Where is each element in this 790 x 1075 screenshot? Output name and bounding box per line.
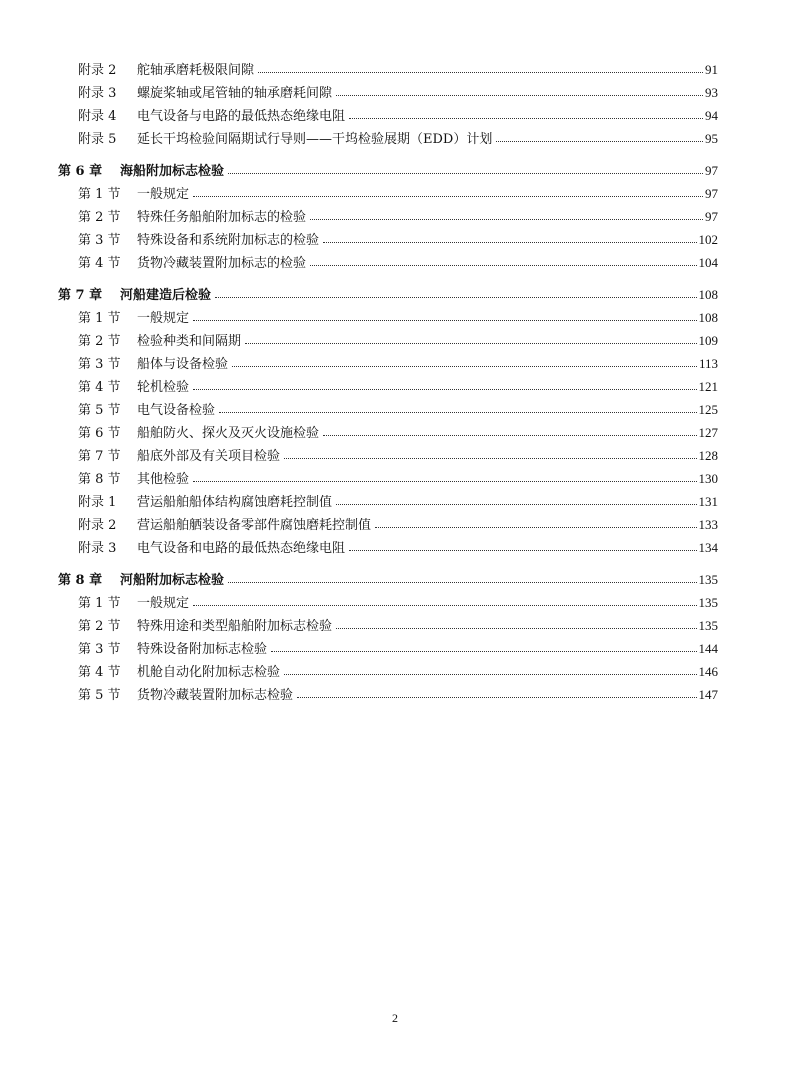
toc-chapter-title: 河船建造后检验 (120, 288, 212, 303)
dot-leader (193, 389, 696, 390)
toc-entry-label: 附录 2 (78, 63, 117, 78)
toc-chapter-title: 海船附加标志检验 (120, 164, 225, 179)
toc-entry-title: 特殊设备和系统附加标志的检验 (137, 233, 320, 248)
dot-leader (349, 118, 703, 119)
toc-entry-page: 97 (705, 209, 718, 224)
toc-group (58, 283, 718, 559)
toc-entry-page: 133 (698, 517, 718, 532)
toc-entry-label: 第 5 节 (78, 403, 121, 418)
toc-entry[interactable] (58, 490, 718, 513)
toc-entry-title: 一般规定 (137, 311, 190, 326)
toc-entry-title: 电气设备检验 (137, 403, 216, 418)
dot-leader (215, 297, 696, 298)
toc-entry-page: 93 (705, 85, 718, 100)
dot-leader (219, 412, 696, 413)
dot-leader (310, 265, 696, 266)
toc-entry-title: 营运船舶船体结构腐蚀磨耗控制值 (137, 495, 333, 510)
toc-group (58, 58, 718, 150)
toc-entry-title: 舵轴承磨耗极限间隙 (137, 63, 255, 78)
dot-leader (271, 651, 696, 652)
toc-entry-label: 第 5 节 (78, 688, 121, 703)
toc-entry-page: 127 (698, 425, 718, 440)
toc-group (58, 568, 718, 706)
toc-entry-label: 第 3 节 (78, 357, 121, 372)
toc-entry-label: 附录 3 (78, 86, 117, 101)
dot-leader (284, 458, 696, 459)
toc-entry-label: 第 3 节 (78, 642, 121, 657)
toc-entry-title: 船舶防火、探火及灭火设施检验 (137, 426, 320, 441)
toc-entry[interactable] (58, 375, 718, 398)
dot-leader (323, 435, 696, 436)
toc-entry-page: 128 (698, 448, 718, 463)
toc-entry-title: 特殊设备附加标志检验 (137, 642, 268, 657)
toc-entry-title: 轮机检验 (137, 380, 190, 395)
toc-entry-label: 第 4 节 (78, 380, 121, 395)
toc-entry-label: 第 8 节 (78, 472, 121, 487)
toc-entry-page: 95 (705, 131, 718, 146)
toc-entry-label: 第 1 节 (78, 596, 121, 611)
dot-leader (193, 605, 696, 606)
dot-leader (323, 242, 696, 243)
toc-entry-page: 125 (698, 402, 718, 417)
toc-entry-label: 附录 2 (78, 518, 117, 533)
toc-entry-page: 135 (698, 618, 718, 633)
toc-entry[interactable] (58, 513, 718, 536)
toc-entry-label: 附录 4 (78, 109, 117, 124)
toc-entry[interactable] (58, 81, 718, 104)
toc-entry[interactable] (58, 536, 718, 559)
dot-leader (310, 219, 703, 220)
dot-leader (297, 697, 696, 698)
toc-entry[interactable] (58, 660, 718, 683)
toc-entry[interactable] (58, 182, 718, 205)
toc-entry-title: 营运船舶舾装设备零部件腐蚀磨耗控制值 (137, 518, 372, 533)
dot-leader (228, 582, 696, 583)
toc-entry-label: 第 4 节 (78, 665, 121, 680)
toc-group (58, 159, 718, 274)
toc-entry-page: 102 (698, 232, 718, 247)
toc-entry-page: 146 (698, 664, 718, 679)
toc-chapter-page: 135 (698, 572, 718, 587)
toc-entry[interactable] (58, 127, 718, 150)
toc-entry-page: 113 (698, 356, 718, 371)
toc-entry[interactable] (58, 421, 718, 444)
dot-leader (193, 196, 703, 197)
toc-entry-label: 第 4 节 (78, 256, 121, 271)
toc-entry-label: 第 2 节 (78, 334, 121, 349)
toc-entry-label: 第 6 节 (78, 426, 121, 441)
toc-chapter-page: 97 (705, 163, 718, 178)
toc-entry-title: 一般规定 (137, 187, 190, 202)
table-of-contents (58, 58, 718, 715)
toc-entry-page: 97 (705, 186, 718, 201)
toc-entry[interactable] (58, 444, 718, 467)
toc-entry-label: 附录 5 (78, 132, 117, 147)
toc-entry-title: 货物冷藏装置附加标志的检验 (137, 256, 307, 271)
toc-entry-page: 108 (698, 310, 718, 325)
toc-entry[interactable] (58, 104, 718, 127)
dot-leader (284, 674, 696, 675)
toc-entry[interactable] (58, 306, 718, 329)
dot-leader (232, 366, 697, 367)
toc-chapter-label: 第 7 章 (58, 288, 103, 303)
toc-entry[interactable] (58, 228, 718, 251)
toc-chapter-label: 第 8 章 (58, 573, 103, 588)
dot-leader (375, 527, 696, 528)
toc-chapter-heading[interactable] (58, 159, 718, 182)
toc-entry-title: 其他检验 (137, 472, 190, 487)
toc-entry[interactable] (58, 591, 718, 614)
toc-entry-page: 135 (698, 595, 718, 610)
toc-entry-title: 电气设备和电路的最低热态绝缘电阻 (137, 541, 346, 556)
toc-chapter-title: 河船附加标志检验 (120, 573, 225, 588)
toc-entry-title: 螺旋桨轴或尾管轴的轴承磨耗间隙 (137, 86, 333, 101)
toc-entry-page: 121 (698, 379, 718, 394)
toc-entry-label: 附录 1 (78, 495, 117, 510)
toc-entry-title: 特殊任务船舶附加标志的检验 (137, 210, 307, 225)
toc-entry-label: 第 2 节 (78, 210, 121, 225)
toc-chapter-page: 108 (698, 287, 718, 302)
toc-entry-label: 第 7 节 (78, 449, 121, 464)
toc-entry-page: 144 (698, 641, 718, 656)
dot-leader (336, 628, 696, 629)
toc-entry-page: 147 (698, 687, 718, 702)
toc-entry-page: 94 (705, 108, 718, 123)
toc-entry-title: 延长干坞检验间隔期试行导则——干坞检验展期（EDD）计划 (137, 132, 493, 147)
toc-entry-title: 货物冷藏装置附加标志检验 (137, 688, 294, 703)
toc-entry-label: 第 1 节 (78, 187, 121, 202)
toc-entry-label: 第 2 节 (78, 619, 121, 634)
dot-leader (228, 173, 703, 174)
dot-leader (496, 141, 703, 142)
toc-entry[interactable] (58, 205, 718, 228)
page-number: 2 (392, 1011, 398, 1025)
dot-leader (336, 504, 696, 505)
toc-entry[interactable] (58, 329, 718, 352)
toc-entry[interactable] (58, 683, 718, 706)
toc-entry-page: 104 (698, 255, 718, 270)
dot-leader (245, 343, 696, 344)
dot-leader (349, 550, 696, 551)
toc-entry-title: 船底外部及有关项目检验 (137, 449, 281, 464)
toc-entry[interactable] (58, 614, 718, 637)
toc-entry-label: 附录 3 (78, 541, 117, 556)
toc-entry[interactable] (58, 251, 718, 274)
toc-entry-title: 一般规定 (137, 596, 190, 611)
dot-leader (193, 320, 696, 321)
toc-entry-label: 第 1 节 (78, 311, 121, 326)
toc-entry-page: 131 (698, 494, 718, 509)
toc-entry[interactable] (58, 467, 718, 490)
toc-chapter-label: 第 6 章 (58, 164, 103, 179)
toc-chapter-heading[interactable] (58, 568, 718, 591)
dot-leader (336, 95, 703, 96)
toc-entry-title: 特殊用途和类型船舶附加标志检验 (137, 619, 333, 634)
toc-entry-title: 检验种类和间隔期 (137, 334, 242, 349)
toc-entry[interactable] (58, 637, 718, 660)
toc-chapter-heading[interactable] (58, 283, 718, 306)
toc-entry-page: 134 (698, 540, 718, 555)
toc-entry-page: 91 (705, 62, 718, 77)
toc-entry[interactable] (58, 58, 718, 81)
toc-entry-page: 130 (698, 471, 718, 486)
toc-entry-title: 船体与设备检验 (137, 357, 229, 372)
dot-leader (258, 72, 703, 73)
toc-entry-label: 第 3 节 (78, 233, 121, 248)
dot-leader (193, 481, 696, 482)
toc-entry[interactable] (58, 398, 718, 421)
toc-entry-page: 109 (698, 333, 718, 348)
toc-entry-title: 电气设备与电路的最低热态绝缘电阻 (137, 109, 346, 124)
toc-entry[interactable] (58, 352, 718, 375)
toc-entry-title: 机舱自动化附加标志检验 (137, 665, 281, 680)
